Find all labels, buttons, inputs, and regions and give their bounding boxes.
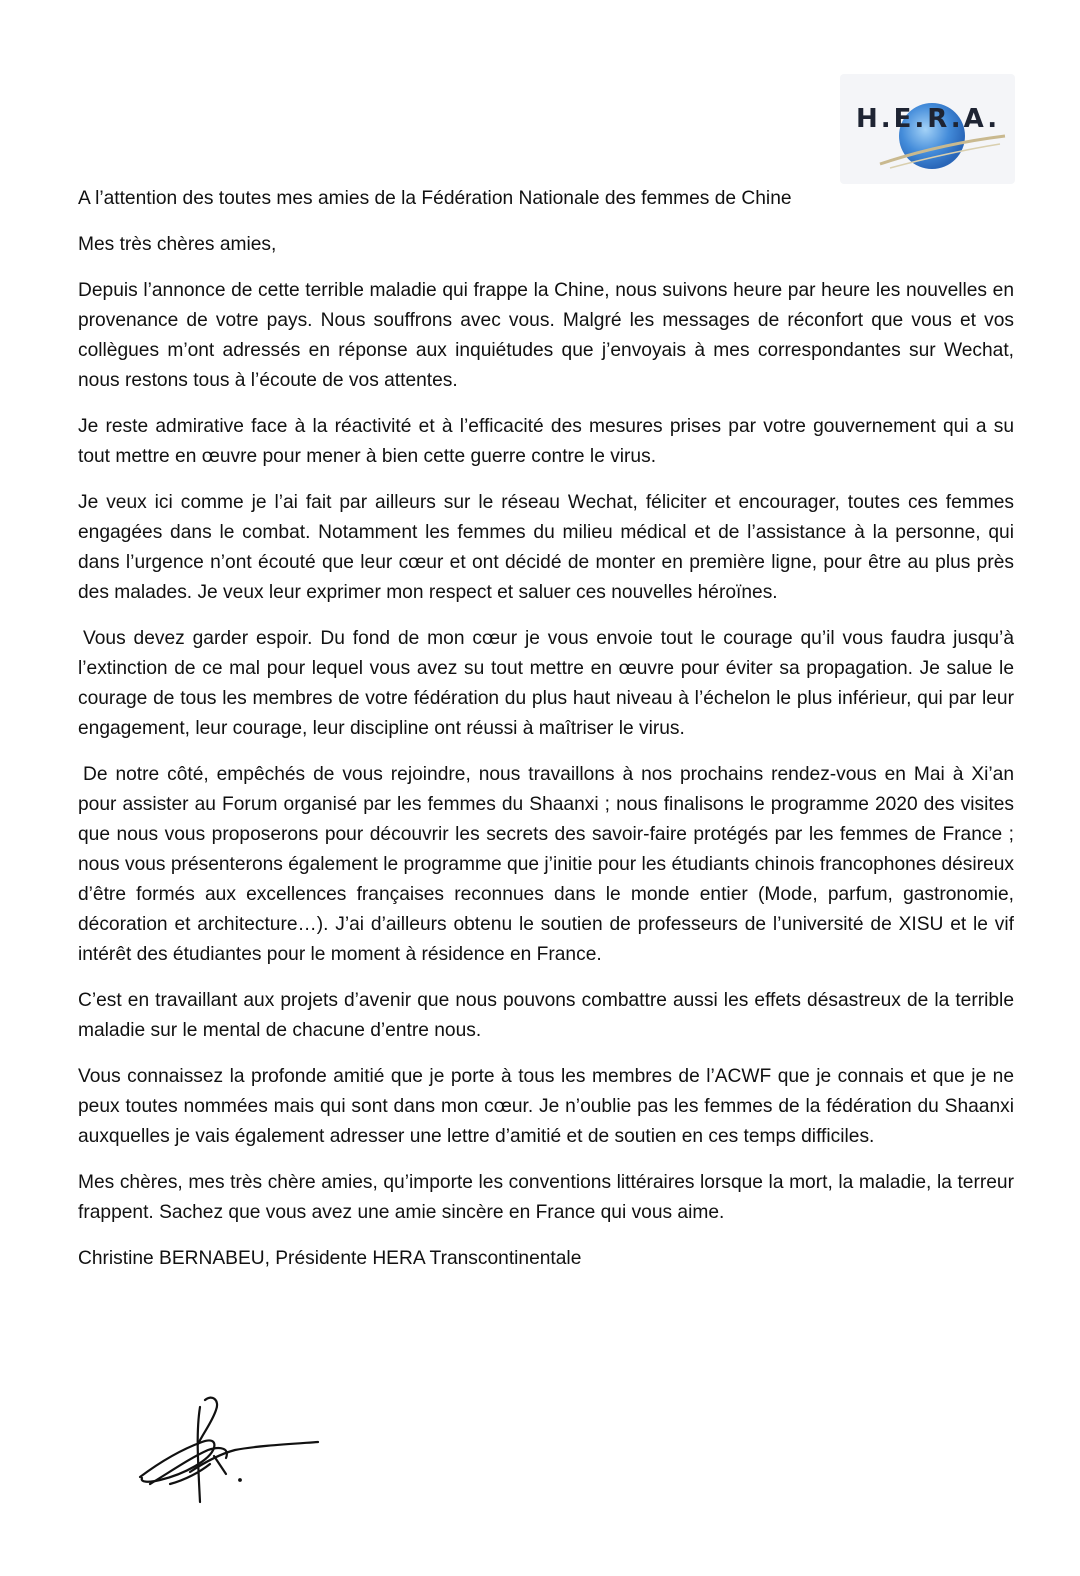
letter-body (78, 184, 1014, 1290)
letter-paragraph: Je veux ici comme je l’ai fait par ailleurs sur le réseau Wechat, féliciter et encourager, toutes ces femmes engagées dans le combat. Notamment les femmes du milieu médical et de l’assistance à la personne, qui dans l’urgence n’ont écouté que leur cœur et ont décidé de monter en première ligne, pour être au plus près des malades. Je veux leur exprimer mon respect et saluer ces nouvelles héroïnes. (78, 492, 1014, 603)
handwritten-signature (130, 1392, 330, 1512)
letter-paragraph: Je reste admirative face à la réactivité et à l’efficacité des mesures prises par votre gouvernement qui a su tout mettre en œuvre pour mener à bien cette guerre contre le virus. (78, 416, 1014, 467)
hera-logo-text: H.E.R.A. (856, 104, 1001, 134)
letter-address: A l’attention des toutes mes amies de la Fédération Nationale des femmes de Chine (78, 188, 792, 209)
letter-paragraph: Vous connaissez la profonde amitié que je porte à tous les membres de l’ACWF que je connais et que je ne peux toutes nommées mais qui sont dans mon cœur. Je n’oublie pas les femmes de la fédération du Shaanxi auxquelles je vais également adresser une lettre d’amitié et de soutien en ces temps difficiles. (78, 1066, 1014, 1147)
letter-paragraph: Vous devez garder espoir. Du fond de mon cœur je vous envoie tout le courage qu’il vous faudra jusqu’à l’extinction de ce mal pour lequel vous avez su tout mettre en œuvre pour éviter sa propagation. Je salue le courage de tous les membres de votre fédération du plus haut niveau à l’échelon le plus inférieur, qui par leur engagement, leur courage, leur discipline ont réussi à maîtriser le virus. (78, 628, 1014, 739)
hera-logo (840, 74, 1015, 184)
letter-paragraph: Depuis l’annonce de cette terrible maladie qui frappe la Chine, nous suivons heure par heure les nouvelles en provenance de votre pays. Nous souffrons avec vous. Malgré les messages de réconfort que vous et vos collègues m’ont adressés en réponse aux inquiétudes que j’envoyais à mes correspondantes sur Wechat, nous restons tous à l’écoute de vos attentes. (78, 280, 1014, 391)
letter-paragraph: De notre côté, empêchés de vous rejoindre, nous travaillons à nos prochains rendez-vous en Mai à Xi’an pour assister au Forum organisé par les femmes du Shaanxi ; nous finalisons le programme 2020 des visites que nous vous proposerons pour découvrir les secrets des savoir-faire protégés par les femmes de France ; nous vous présenterons également le programme que j’initie pour les étudiants chinois francophones désireux d’être formés aux excellences françaises reconnues dans le monde entier (Mode, parfum, gastronomie, décoration et architecture…). J’ai d’ailleurs obtenu le soutien de professeurs de l’université de XISU et le vif intérêt des étudiantes pour le moment à résidence en France. (78, 764, 1014, 965)
letter-salutation: Mes très chères amies, (78, 234, 277, 255)
letter-paragraph: C’est en travaillant aux projets d’avenir que nous pouvons combattre aussi les effets désastreux de la terrible maladie sur le mental de chacune d’entre nous. (78, 990, 1014, 1041)
letter-signoff: Christine BERNABEU, Présidente HERA Transcontinentale (78, 1248, 582, 1269)
letter-paragraph: Mes chères, mes très chère amies, qu’importe les conventions littéraires lorsque la mort, la maladie, la terreur frappent. Sachez que vous avez une amie sincère en France qui vous aime. (78, 1172, 1014, 1223)
